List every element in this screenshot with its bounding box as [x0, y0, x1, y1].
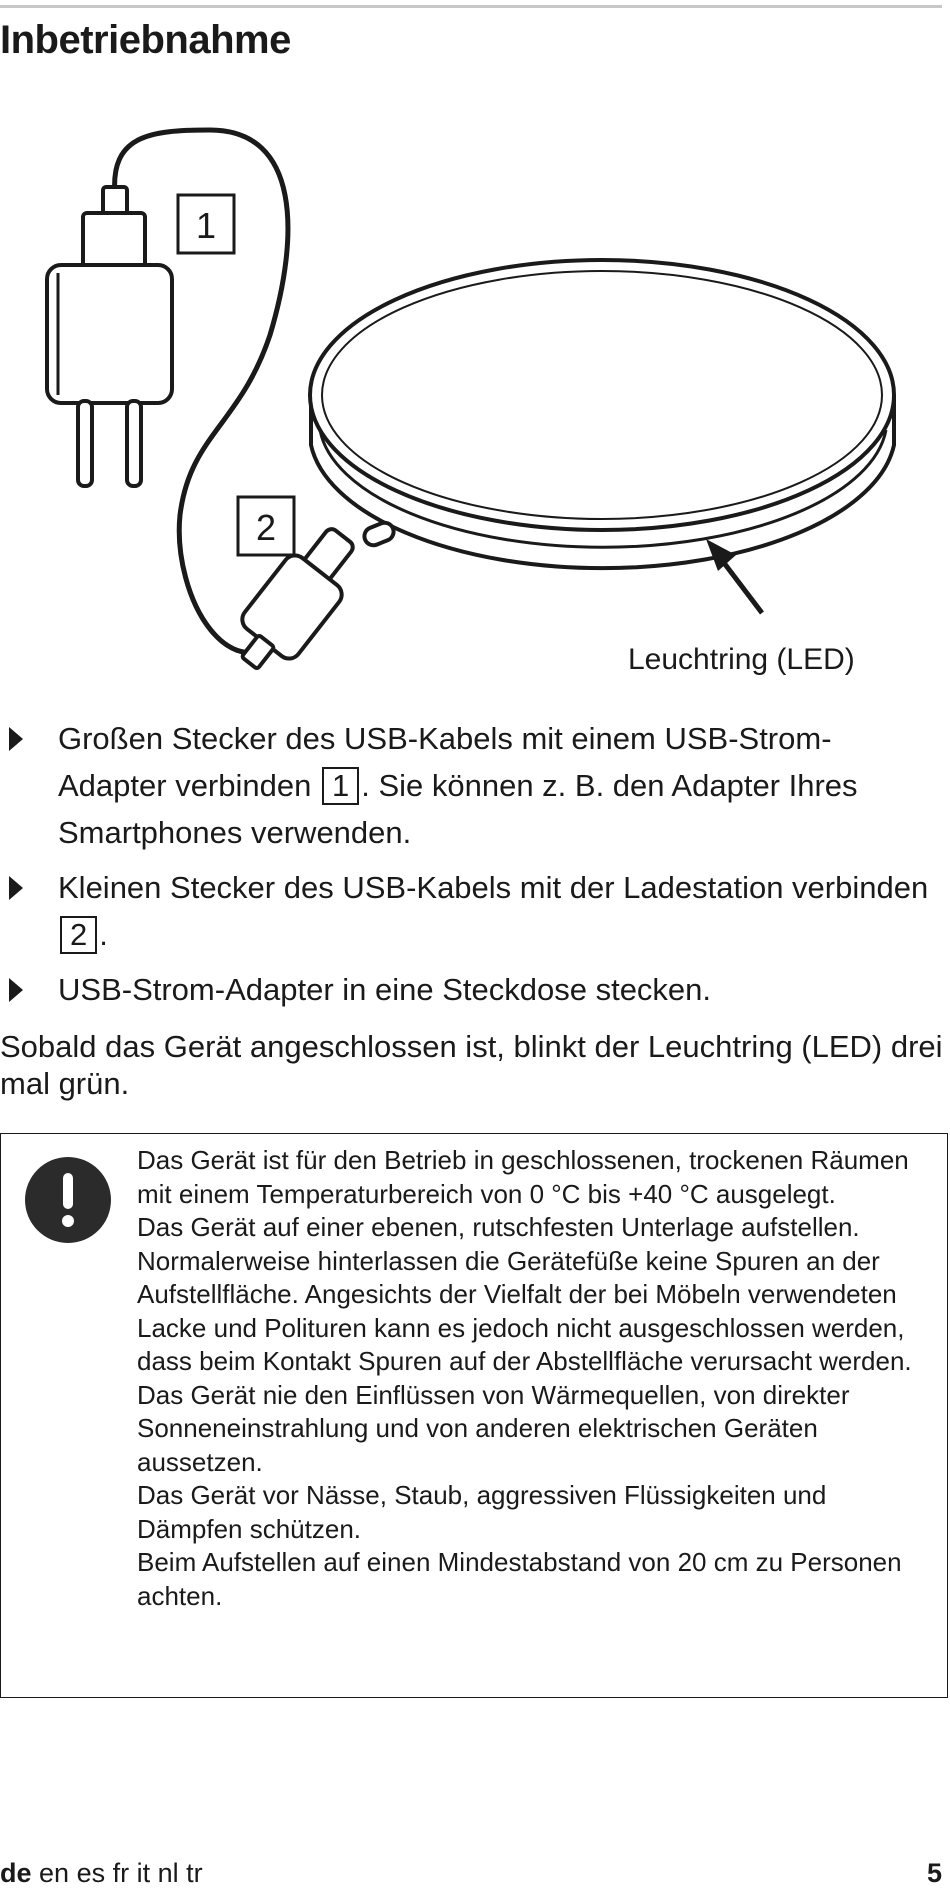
exclamation-icon [25, 1157, 111, 1243]
step-text: Kleinen Stecker des USB-Kabels mit der Ladestation verbinden [58, 870, 929, 905]
notice-paragraph: Das Gerät ist für den Betrieb in geschlossenen, trockenen Räumen mit einem Temperaturbereich von 0 °C bis +40 °C ausgelegt. [137, 1145, 909, 1209]
step-item [0, 966, 940, 1013]
page-title: Inbetriebnahme [0, 18, 291, 62]
page-number: 5 [926, 1858, 942, 1888]
active-language: de [0, 1858, 32, 1888]
notice-paragraph: Beim Aufstellen auf einen Mindestabstand von 20 cm zu Personen achten. [137, 1547, 902, 1611]
triangle-bullet-icon [9, 727, 23, 751]
callout-2-label: 2 [255, 507, 277, 548]
notice-paragraph: Das Gerät nie den Einflüssen von Wärmequellen, von direkter Sonneneinstrahlung und von anderen elektrischen Geräten aussetzen. [137, 1379, 850, 1477]
other-languages: en es fr it nl tr [39, 1858, 203, 1888]
step-item [0, 864, 940, 958]
notice-paragraph: Das Gerät vor Nässe, Staub, aggressiven Flüssigkeiten und Dämpfen schützen. [137, 1480, 827, 1544]
notice-paragraph: Das Gerät auf einer ebenen, rutschfesten Unterlage aufstellen. Normalerweise hinterlassen die Gerätefüße keine Spuren an der Aufstellfläche. Angesichts der Vielfalt der bei Möbeln verwendeten Lacke und Polituren kann es jedoch nicht ausgeschlossen werden, dass beim Kontakt Spuren auf der Abstellfläche verursacht werden. [137, 1212, 912, 1376]
top-rule [0, 5, 942, 8]
step-text: . Sie können z. B. den Adapter Ihres Smartphones verwenden. [58, 768, 858, 850]
callout-1 [178, 195, 234, 253]
notice-text [137, 1144, 937, 1613]
instruction-steps [0, 715, 940, 1021]
triangle-bullet-icon [9, 876, 23, 900]
footer-language-list [0, 1858, 203, 1889]
triangle-bullet-icon [9, 978, 23, 1002]
setup-illustration [0, 115, 950, 715]
led-ring-label: Leuchtring (LED) [628, 643, 855, 676]
safety-notice-box [0, 1133, 948, 1698]
charging-pad [310, 260, 894, 568]
step-text: USB-Strom-Adapter in eine Steckdose stecken. [58, 972, 712, 1007]
step-text: Großen Stecker des USB-Kabels mit einem USB-Strom-Adapter verbinden [58, 721, 832, 803]
callout-2 [238, 497, 294, 555]
power-adapter [47, 187, 172, 486]
reference-box: 2 [60, 916, 97, 954]
result-paragraph: Sobald das Gerät angeschlossen ist, blinkt der Leuchtring (LED) drei mal grün. [0, 1029, 943, 1101]
reference-box: 1 [322, 767, 359, 805]
step-item [0, 715, 940, 856]
step-text: . [99, 917, 108, 952]
callout-1-label: 1 [195, 205, 217, 246]
